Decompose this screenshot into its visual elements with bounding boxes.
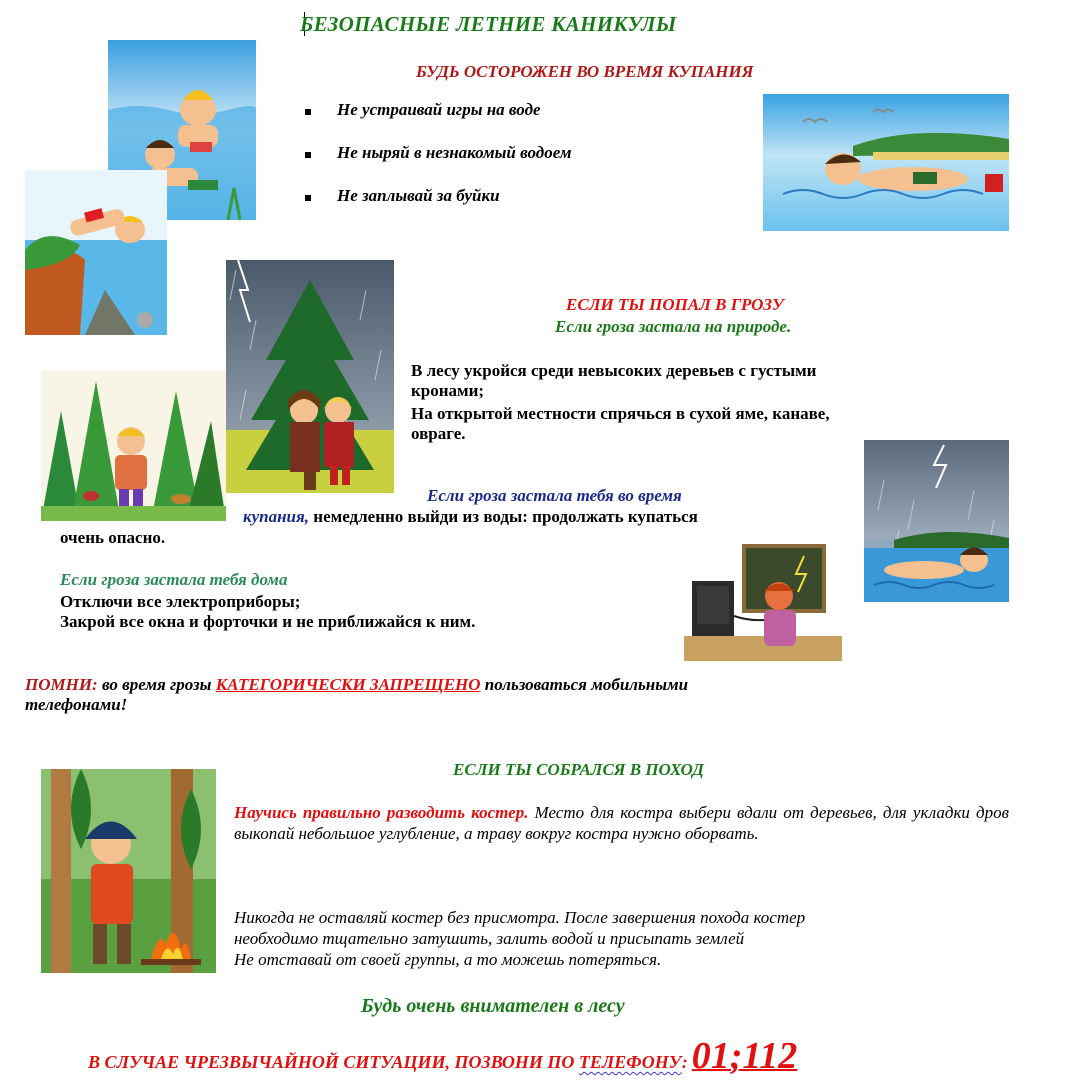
storm-open-line1: На открытой местности спрячься в сухой яме, канаве, <box>411 404 830 423</box>
list-item: Не ныряй в незнакомый водоем <box>305 143 571 186</box>
remember-paragraph <box>25 675 1009 695</box>
hike-fire-text: Место для костра выбери вдали от деревьев, для укладки дров выкопай небольшое углубление, а траву вокруг костра нужно оборвать. <box>234 803 1009 843</box>
emergency-text: В СЛУЧАЕ ЧРЕЗВЫЧАЙНОЙ СИТУАЦИИ, ПОЗВОНИ ПО <box>88 1052 579 1072</box>
list-item: Не заплывай за буйки <box>305 186 571 229</box>
storm-open-line2: овраге. <box>411 424 466 443</box>
hike-never-line3: Не отставай от своей группы, а то можешь потеряться. <box>234 950 662 969</box>
hike-fire-lead: Научись правильно разводить костер. <box>234 803 529 822</box>
storm-forest-line1: В лесу укройся среди невысоких деревьев с густыми <box>411 361 817 380</box>
storm-home-line2: Закрой все окна и форточки и не приближайся к ним. <box>60 612 476 631</box>
storm-swim-lead2: купания, <box>243 507 310 526</box>
hike-never-line1: Никогда не оставляй костер без присмотра. После завершения похода костер <box>234 908 806 927</box>
emergency-line <box>88 1034 797 1078</box>
remember-text3: телефонами! <box>25 695 128 714</box>
hike-never-line2: необходимо тщательно затушить, залить водой и присыпать землей <box>234 929 745 948</box>
emergency-number: 01;112 <box>691 1035 798 1077</box>
remember-text2: пользоваться мобильными <box>480 675 689 694</box>
hike-forest-note: Будь очень внимателен в лесу <box>361 995 625 1017</box>
page-title: БЕЗОПАСНЫЕ ЛЕТНИЕ КАНИКУЛЫ <box>300 12 677 36</box>
remember-text1: во время грозы <box>97 675 216 694</box>
boy-campfire-illustration <box>41 769 216 973</box>
kids-under-tree-storm-illustration <box>226 260 394 493</box>
storm-home-heading: Если гроза застала тебя дома <box>60 570 288 589</box>
remember-forbidden: КАТЕГОРИЧЕСКИ ЗАПРЕЩЕНО <box>215 675 481 694</box>
storm-swim-lead1 <box>427 486 847 506</box>
swimming-rules-list <box>305 100 571 229</box>
swimming-boy-illustration <box>763 94 1009 231</box>
storm-swimmer-illustration <box>864 440 1009 602</box>
hike-fire-paragraph <box>234 802 1009 844</box>
storm-subheading: Если гроза застала на природе. <box>555 317 792 336</box>
list-item: Не устраивай игры на воде <box>305 100 571 143</box>
remember-label: ПОМНИ: <box>25 675 98 694</box>
storm-swim-end: очень опасно. <box>60 528 166 547</box>
emergency-phone-word: ТЕЛЕФОНУ <box>578 1052 682 1072</box>
boy-in-forest-illustration <box>41 371 226 521</box>
swimming-heading: БУДЬ ОСТОРОЖЕН ВО ВРЕМЯ КУПАНИЯ <box>416 62 754 81</box>
storm-swim-lead1-text: Если гроза застала тебя во время <box>427 486 682 505</box>
storm-heading: ЕСЛИ ТЫ ПОПАЛ В ГРОЗУ <box>566 295 784 314</box>
storm-forest-line2: кронами; <box>411 381 485 400</box>
hike-heading: ЕСЛИ ТЫ СОБРАЛСЯ В ПОХОД <box>453 760 704 779</box>
storm-swim-rest: немедленно выйди из воды: продолжать купаться <box>309 507 698 526</box>
storm-swim-line <box>243 507 847 527</box>
storm-home-line1: Отключи все электроприборы; <box>60 592 301 611</box>
emergency-colon: : <box>681 1052 688 1072</box>
boy-unplugging-tv-illustration <box>684 536 842 661</box>
diving-boy-illustration <box>25 170 167 335</box>
